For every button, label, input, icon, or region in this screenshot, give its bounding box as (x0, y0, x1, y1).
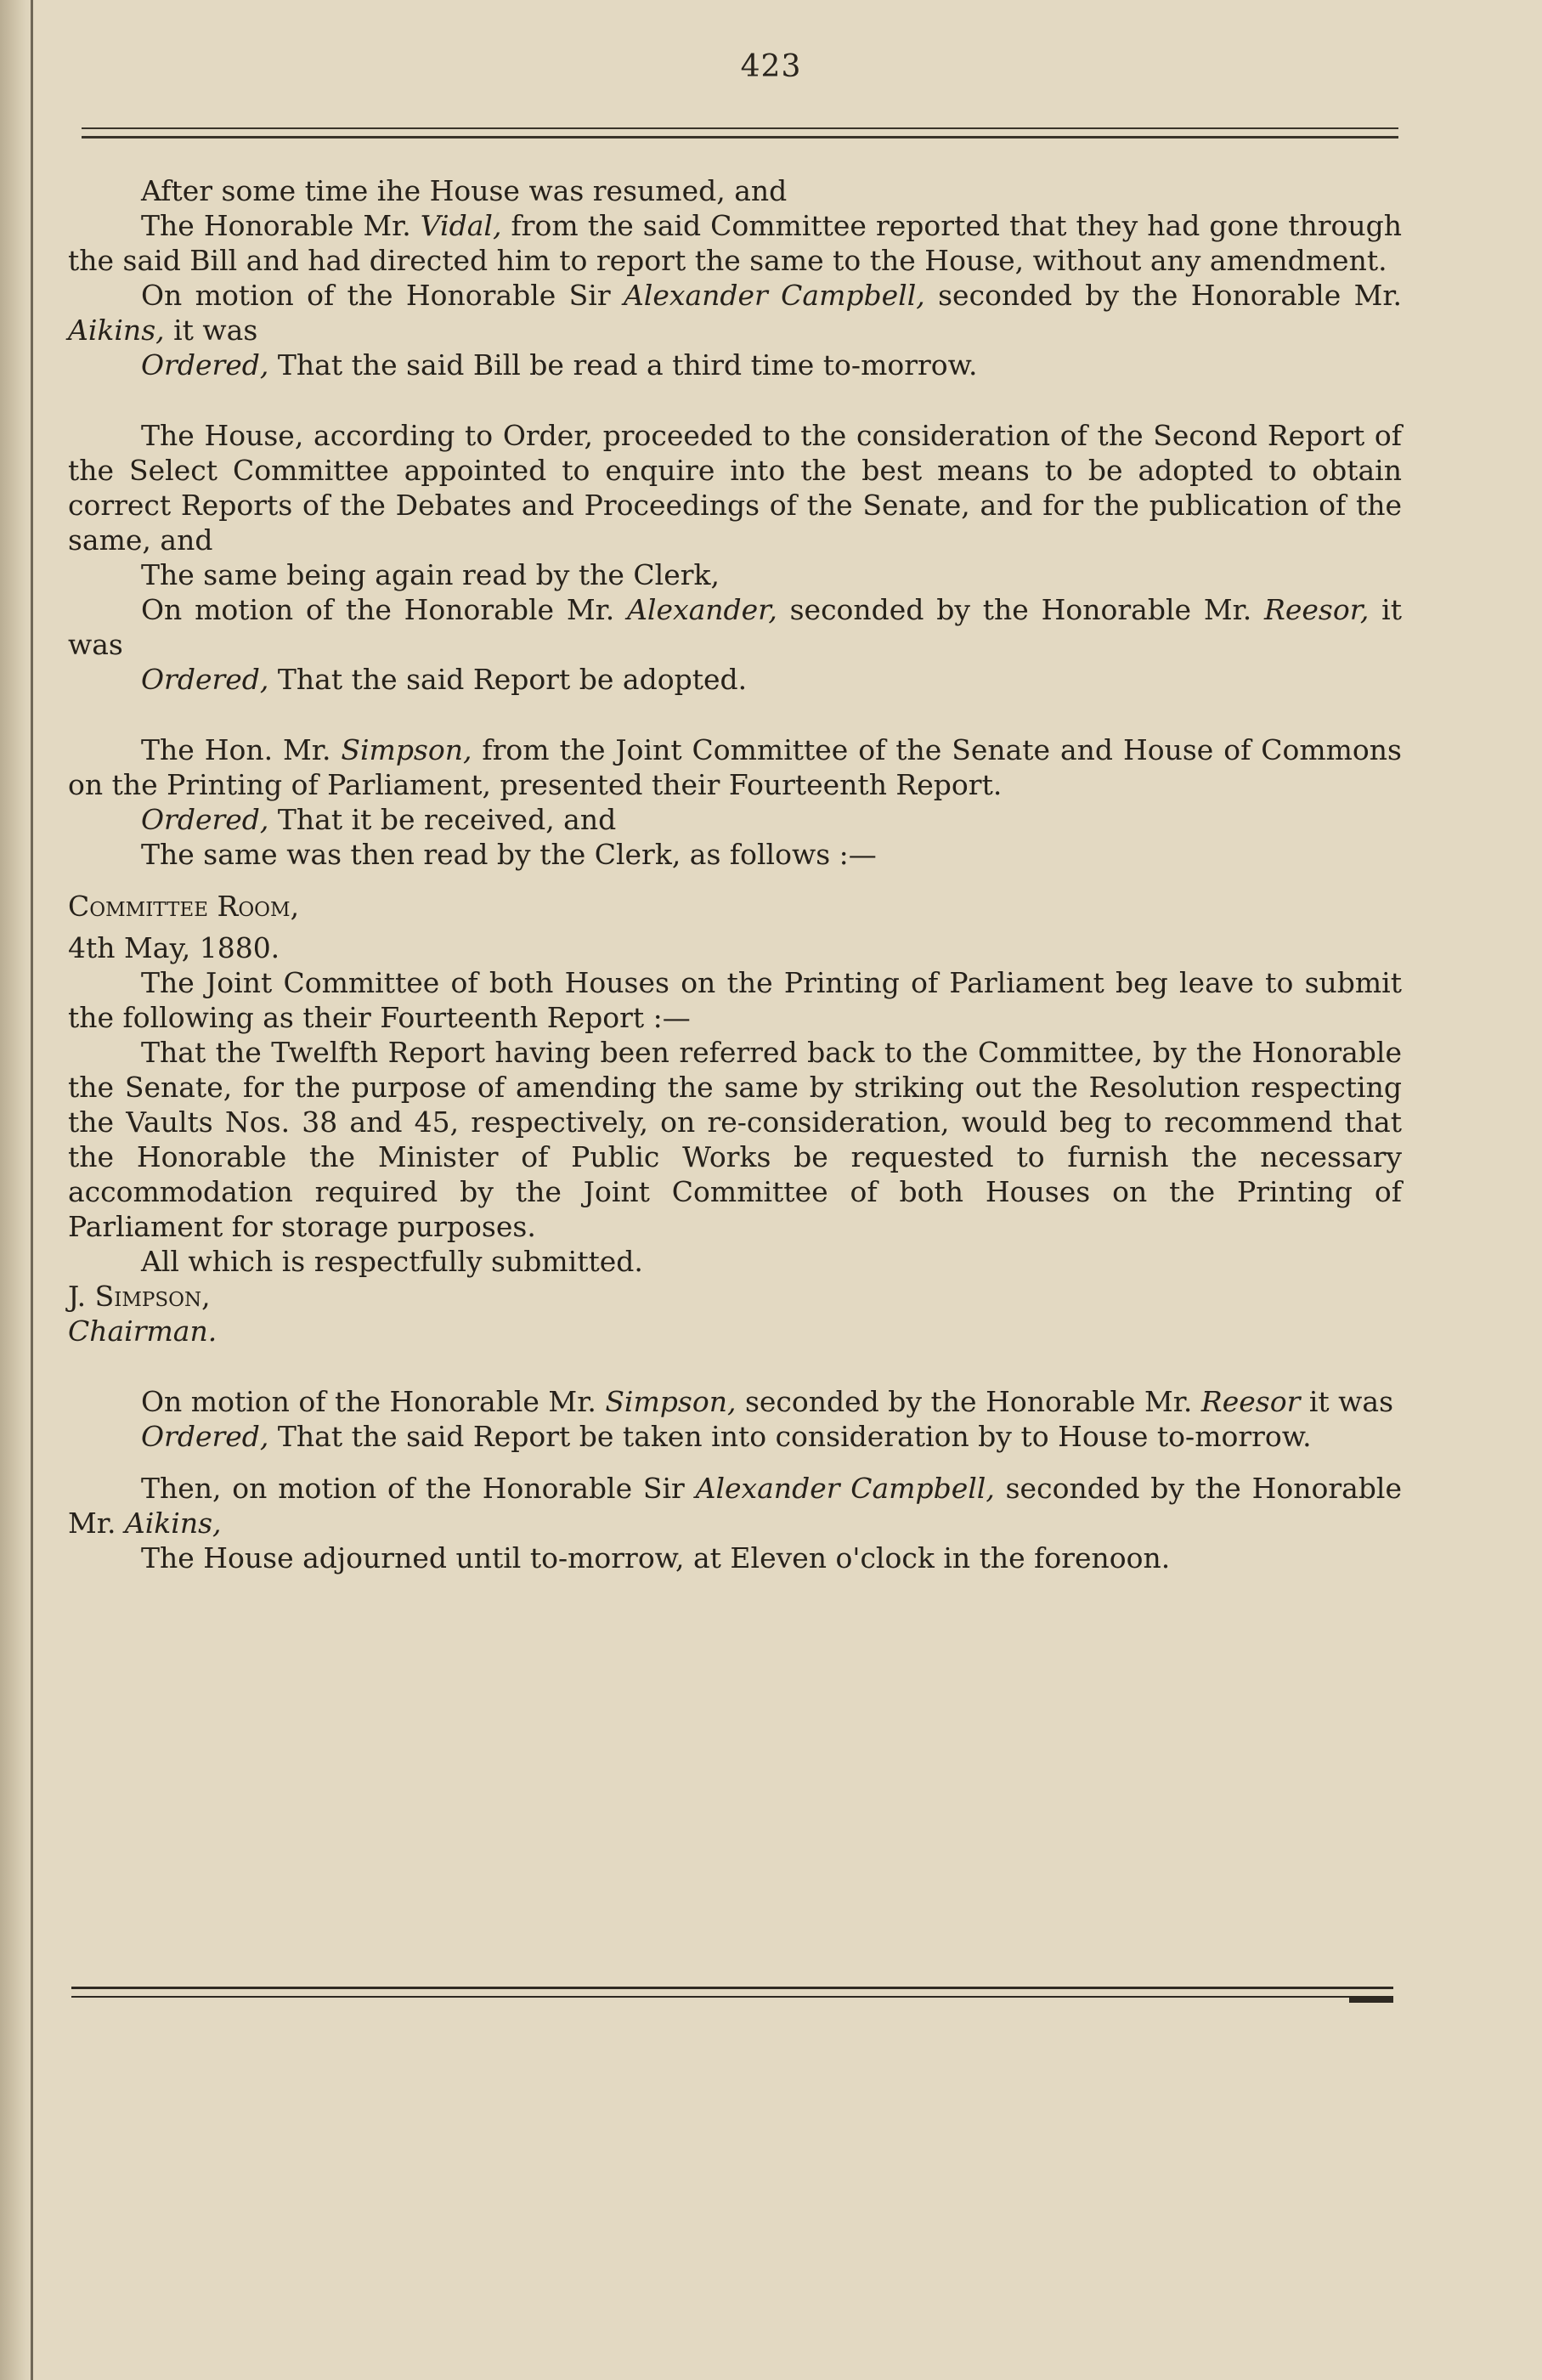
paragraph-motion-campbell: On motion of the Honorable Sir Alexander Campbell, seconded by the Honorable Mr. Aikins, it was (68, 279, 1403, 347)
paragraph-twelfth-report-recommendation: That the Twelfth Report having been referred back to the Committee, by the Honorable the Senate, for the purpose of amending the same by striking out the Resolution respecting the Vaults Nos. 38 and 45, respectively, on re-consideration, would beg to recommend that the Honorable the Minister of Public Works be requested to furnish the necessary accommodation required by the Joint Committee of both Houses on the Printing of Parliament for storage purposes. (68, 1036, 1402, 1243)
paragraph-house-resumed: After some time ihe House was resumed, and (141, 174, 788, 207)
bottom-rule (71, 1987, 1393, 1998)
signature-name: J. Simpson, (68, 1280, 211, 1313)
paragraph-second-report: The House, according to Order, proceeded to the consideration of the Second Report of the Select Committee appointed to enquire into the best means to be adopted to obtain correct Reports of the Debates and Proceedings of the Senate, and for the publication of the same, and (68, 419, 1402, 557)
signature-title: Chairman. (68, 1314, 217, 1348)
paragraph-motion-adjourn: Then, on motion of the Honorable Sir Alexander Campbell, seconded by the Honorable Mr. Aikins, (68, 1472, 1403, 1540)
page-body (68, 173, 1402, 1575)
paragraph-ordered-third-reading: Ordered, That the said Bill be read a third time to-morrow. (141, 348, 978, 382)
paragraph-respectfully-submitted: All which is respectfully submitted. (141, 1245, 643, 1278)
top-rule (82, 127, 1398, 139)
page-number: 423 (740, 49, 802, 84)
paragraph-motion-alexander: On motion of the Honorable Mr. Alexander, seconded by the Honorable Mr. Reesor, it was (68, 593, 1402, 661)
paragraph-simpson-fourteenth-report: The Hon. Mr. Simpson, from the Joint Committee of the Senate and House of Commons on the Printing of Parliament, presented their Fourteenth Report. (68, 733, 1402, 801)
paragraph-read-by-clerk: The same being again read by the Clerk, (141, 558, 720, 591)
paragraph-read-as-follows: The same was then read by the Clerk, as follows :— (141, 838, 877, 871)
paragraph-joint-committee-submits: The Joint Committee of both Houses on the Printing of Parliament beg leave to submit the following as their Fourteenth Report :— (68, 966, 1402, 1034)
paragraph-ordered-received: Ordered, That it be received, and (141, 803, 617, 836)
paragraph-ordered-report-adopted: Ordered, That the said Report be adopted. (141, 663, 748, 696)
paragraph-house-adjourned: The House adjourned until to-morrow, at Eleven o'clock in the forenoon. (141, 1541, 1171, 1574)
report-date: 4th May, 1880. (68, 931, 280, 964)
committee-room-heading: Committee Room, (68, 890, 300, 923)
paragraph-vidal-report: The Honorable Mr. Vidal, from the said Committee reported that they had gone through the said Bill and had directed him to report the same to the House, without any amendment. (68, 209, 1402, 277)
paragraph-ordered-consideration: Ordered, That the said Report be taken into consideration by to House to-morrow. (141, 1420, 1312, 1453)
paragraph-motion-simpson: On motion of the Honorable Mr. Simpson, seconded by the Honorable Mr. Reesor it was (141, 1385, 1394, 1418)
page-binding-line (31, 0, 33, 2380)
